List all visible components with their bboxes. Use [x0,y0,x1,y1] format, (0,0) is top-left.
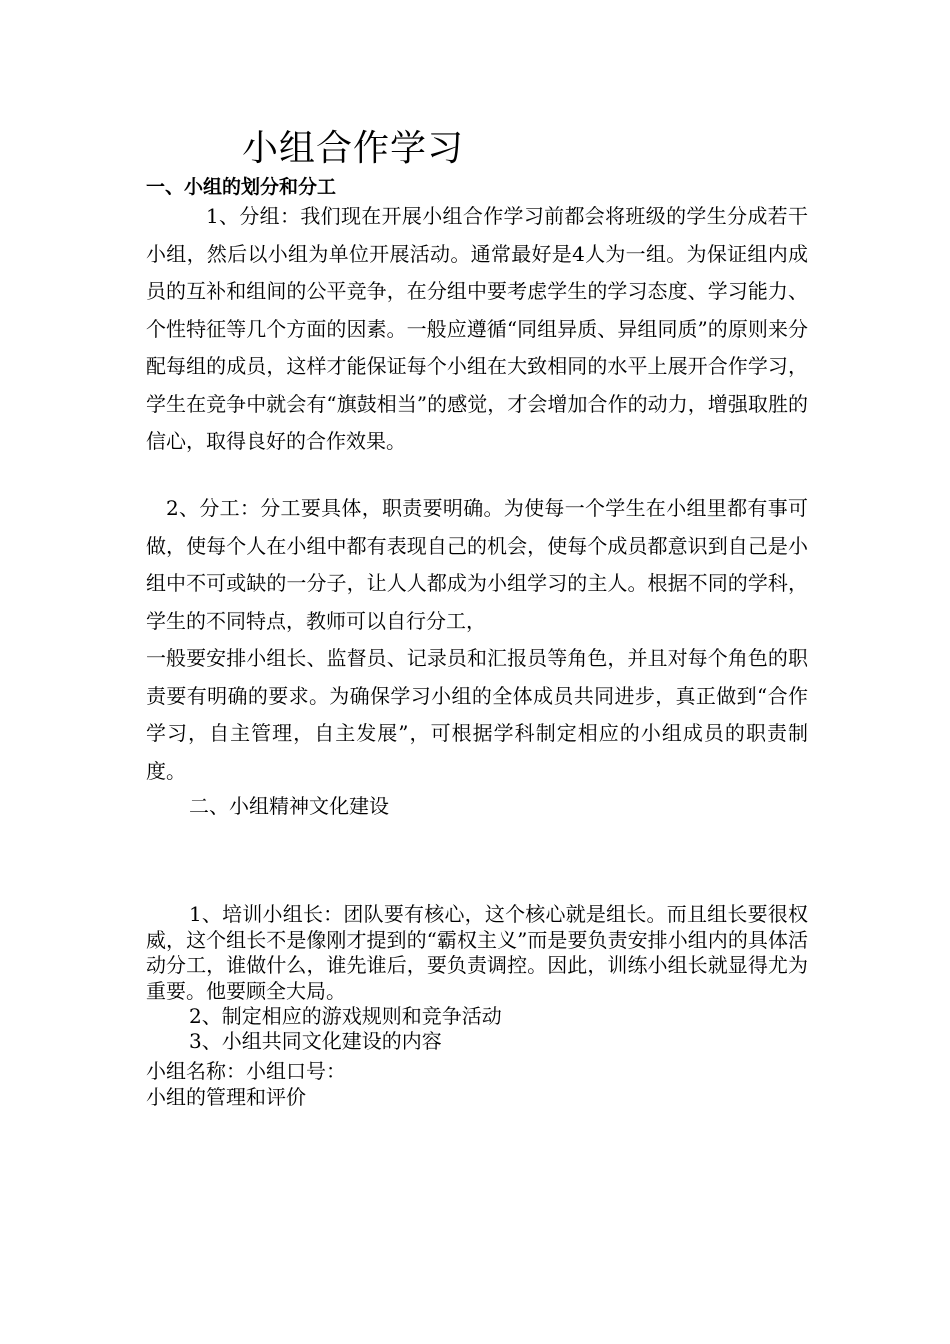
paragraph-roles: 一般要安排小组长、监督员、记录员和汇报员等角色，并且对每个角色的职责要有明确的要求。为确保学习小组的全体成员共同进步，真正做到“合作学习，自主管理，自主发展”，可根据学科制定相应的小组成员的职责制度。 [146,646,808,783]
section-heading-culture: 二、小组精神文化建设 [189,794,389,818]
paragraph-grouping: 1、分组：我们现在开展小组合作学习前都会将班级的学生分成若干小组，然后以小组为单位开展活动。通常最好是4人为一组。为保证组内成员的互补和组间的公平竞争，在分组中要考虑学生的学习态度、学习能力、个性特征等几个方面的因素。一般应遵循“同组异质、异组同质”的原则来分配每组的成员，这样才能保证每个小组在大致相同的水平上展开合作学习，学生在竞争中就会有“旗鼓相当”的感觉，才会增加合作的动力，增强取胜的信心，取得良好的合作效果。 [146,204,808,453]
line-name-slogan: 小组名称：小组口号： [146,1059,346,1083]
line-management: 小组的管理和评价 [146,1085,306,1109]
document-title: 小组合作学习 [242,128,465,169]
section-heading-grouping: 一、小组的划分和分工 [146,176,337,198]
paragraph-train-leader: 1、培训小组长：团队要有核心，这个核心就是组长。而且组长要很权威，这个组长不是像刚才提到的“霸权主义”而是要负责安排小组内的具体活动分工，谁做什么，谁先谁后，要负责调控。因此，训练小组长就显得尤为重要。他要顾全大局。 [146,902,808,1003]
paragraph-division-of-labor: 2、分工：分工要具体，职责要明确。为使每一个学生在小组里都有事可做，使每个人在小组中都有表现自己的机会，使每个成员都意识到自己是小组中不可或缺的一分子，让人人都成为小组学习的主人。根据不同的学科，学生的不同特点，教师可以自行分工， [146,496,808,633]
list-item-culture-content: 3、小组共同文化建设的内容 [189,1029,442,1053]
list-item-rules: 2、制定相应的游戏规则和竞争活动 [189,1004,502,1028]
